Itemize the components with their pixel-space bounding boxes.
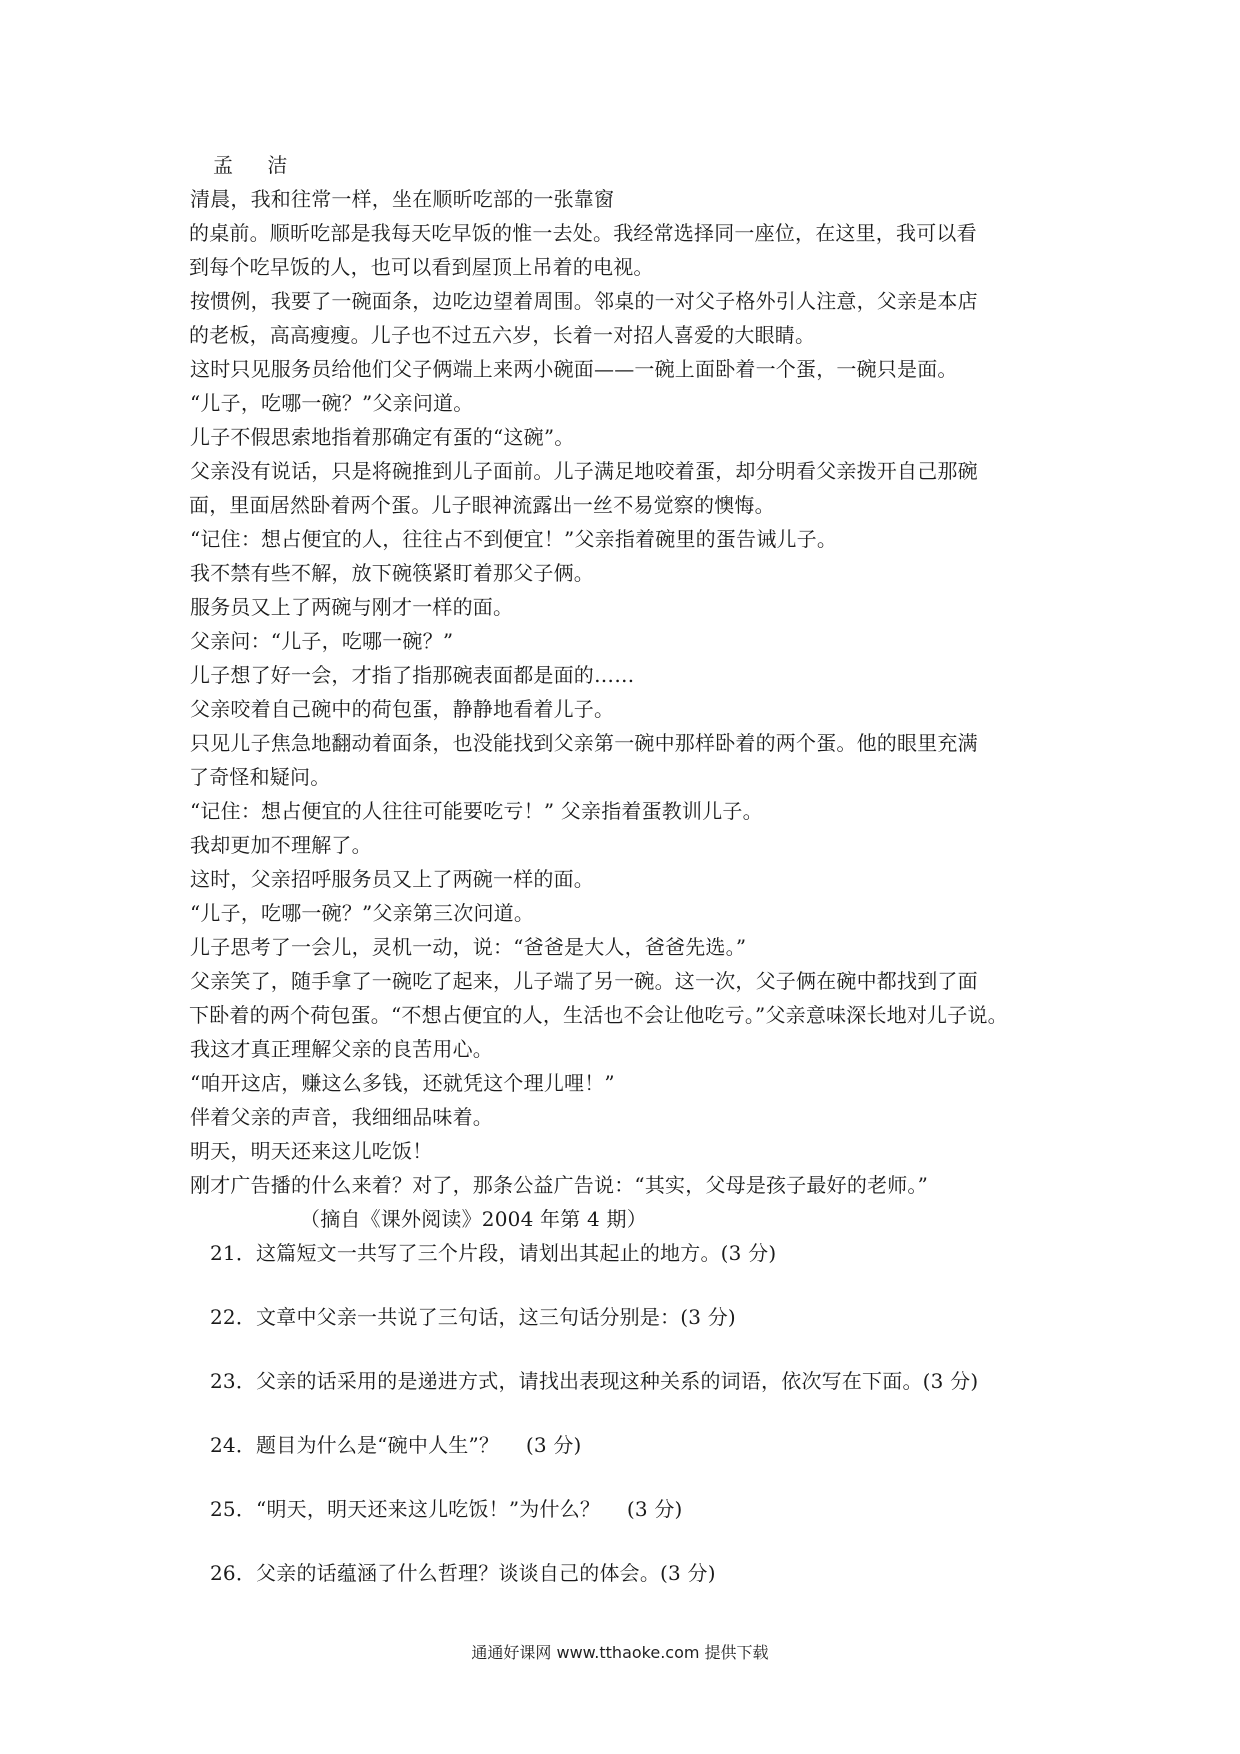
paragraph-line: 父亲笑了，随手拿了一碗吃了起来，儿子端了另一碗。这一次，父子俩在碗中都找到了面 (190, 969, 978, 993)
paragraph-line: 清晨，我和往常一样，坐在顺昕吃部的一张靠窗 (190, 187, 615, 211)
paragraph-line: 这时，父亲招呼服务员又上了两碗一样的面。 (190, 867, 594, 891)
paragraph-line: 儿子思考了一会儿，灵机一动，说：“爸爸是大人，爸爸先选。” (190, 935, 747, 959)
paragraph-line: 的老板，高高瘦瘦。儿子也不过五六岁，长着一对招人喜爱的大眼睛。 (189, 323, 816, 347)
question-25: 25．“明天，明天还来这儿吃饭！”为什么？ (3 分) (210, 1497, 683, 1521)
paragraph-line: “记住：想占便宜的人，往往占不到便宜！”父亲指着碗里的蛋告诫儿子。 (190, 527, 838, 551)
paragraph-line: 下卧着的两个荷包蛋。“不想占便宜的人，生活也不会让他吃亏。”父亲意味深长地对儿子说。 (189, 1003, 1008, 1027)
paragraph-line: 只见儿子焦急地翻动着面条，也没能找到父亲第一碗中那样卧着的两个蛋。他的眼里充满 (190, 731, 978, 755)
question-23: 23．父亲的话采用的是递进方式，请找出表现这种关系的词语，依次写在下面。(3 分) (210, 1369, 979, 1393)
paragraph-line: 父亲没有说话，只是将碗推到儿子面前。儿子满足地咬着蛋，却分明看父亲拨开自己那碗 (190, 459, 978, 483)
paragraph-line: 服务员又上了两碗与刚才一样的面。 (190, 595, 514, 619)
paragraph-line: 我这才真正理解父亲的良苦用心。 (190, 1037, 493, 1061)
paragraph-line: “咱开这店，赚这么多钱，还就凭这个理儿哩！” (190, 1071, 615, 1095)
paragraph-line: 到每个吃早饭的人，也可以看到屋顶上吊着的电视。 (189, 255, 654, 279)
paragraph-line: 面，里面居然卧着两个蛋。儿子眼神流露出一丝不易觉察的懊悔。 (189, 493, 775, 517)
paragraph-line: 按惯例，我要了一碗面条，边吃边望着周围。邻桌的一对父子格外引人注意，父亲是本店 (190, 289, 978, 313)
paragraph-line: “记住：想占便宜的人往往可能要吃亏！” 父亲指着蛋教训儿子。 (190, 799, 763, 823)
question-21: 21．这篇短文一共写了三个片段，请划出其起止的地方。(3 分) (210, 1241, 777, 1265)
paragraph-line: 刚才广告播的什么来着？对了，那条公益广告说：“其实，父母是孩子最好的老师。” (190, 1173, 929, 1197)
paragraph-line: 这时只见服务员给他们父子俩端上来两小碗面——一碗上面卧着一个蛋，一碗只是面。 (190, 357, 958, 381)
article-source: （摘自《课外阅读》2004 年第 4 期） (300, 1207, 647, 1231)
paragraph-line: 的桌前。顺昕吃部是我每天吃早饭的惟一去处。我经常选择同一座位，在这里，我可以看 (189, 221, 977, 245)
question-24: 24．题目为什么是“碗中人生”？ (3 分) (210, 1433, 582, 1457)
paragraph-line: 父亲问：“儿子，吃哪一碗？” (190, 629, 454, 653)
question-26: 26．父亲的话蕴涵了什么哲理？谈谈自己的体会。(3 分) (210, 1561, 716, 1585)
paragraph-line: 儿子不假思索地指着那确定有蛋的“这碗”。 (190, 425, 575, 449)
paragraph-line: 儿子想了好一会，才指了指那碗表面都是面的…… (190, 663, 635, 687)
paragraph-line: 我却更加不理解了。 (190, 833, 372, 857)
paragraph-line: 明天，明天还来这儿吃饭！ (190, 1139, 433, 1163)
paragraph-line: 伴着父亲的声音，我细细品味着。 (190, 1105, 493, 1129)
paragraph-line: 父亲咬着自己碗中的荷包蛋，静静地看着儿子。 (190, 697, 615, 721)
paragraph-line: “儿子，吃哪一碗？”父亲第三次问道。 (190, 901, 535, 925)
paragraph-line: “儿子，吃哪一碗？”父亲问道。 (190, 391, 474, 415)
author-name: 孟 洁 (213, 153, 302, 177)
paragraph-line: 我不禁有些不解，放下碗筷紧盯着那父子俩。 (190, 561, 594, 585)
page-footer: 通通好课网 www.tthaoke.com 提供下载 (471, 1643, 769, 1662)
paragraph-line: 了奇怪和疑问。 (189, 765, 331, 789)
question-22: 22．文章中父亲一共说了三句话，这三句话分别是：(3 分) (210, 1305, 736, 1329)
